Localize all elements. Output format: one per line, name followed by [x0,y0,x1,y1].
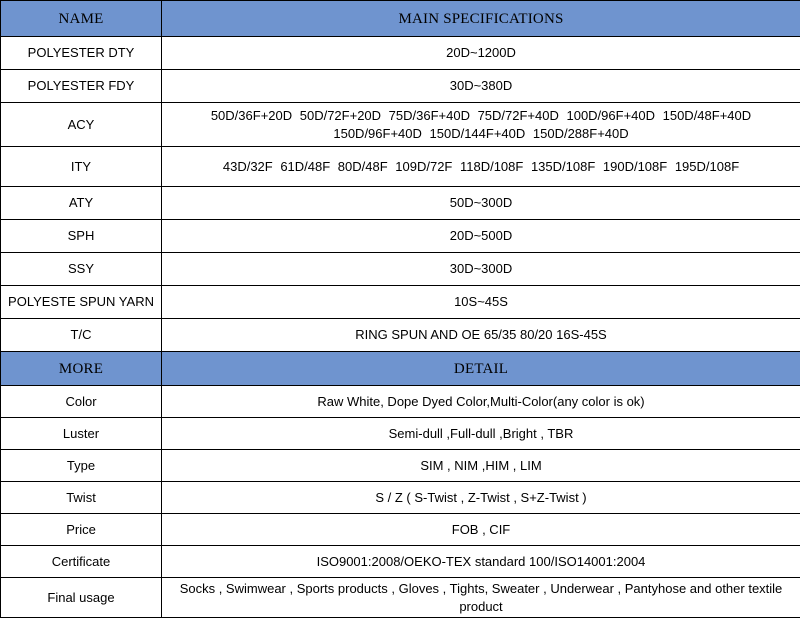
row-value: 20D~500D [162,220,800,253]
table-row [1,482,800,514]
row-name: SPH [1,220,162,253]
row-name: POLYESTE SPUN YARN [1,286,162,319]
row-value: 50D~300D [162,187,800,220]
table-row [1,220,800,253]
table-row [1,578,800,618]
row-name: Price [1,514,162,546]
header-more: MORE [1,352,162,386]
table-row [1,187,800,220]
row-value: 10S~45S [162,286,800,319]
row-name: T/C [1,319,162,352]
header-name: NAME [1,1,162,37]
table-row [1,147,800,187]
header-main-specifications: MAIN SPECIFICATIONS [162,1,800,37]
table-row [1,103,800,147]
row-value: ISO9001:2008/OEKO-TEX standard 100/ISO14001:2004 [162,546,800,578]
table-row [1,386,800,418]
row-value: FOB , CIF [162,514,800,546]
header-detail: DETAIL [162,352,800,386]
table-header [1,1,800,37]
row-value: Socks , Swimwear , Sports products , Gloves , Tights, Sweater , Underwear , Pantyhose and other textile product [162,578,800,618]
row-name: Twist [1,482,162,514]
row-name: ITY [1,147,162,187]
row-value: Semi-dull ,Full-dull ,Bright , TBR [162,418,800,450]
row-name: Color [1,386,162,418]
row-value: RING SPUN AND OE 65/35 80/20 16S-45S [162,319,800,352]
row-name: SSY [1,253,162,286]
row-name: Luster [1,418,162,450]
row-value: S / Z ( S-Twist , Z-Twist , S+Z-Twist ) [162,482,800,514]
table-row [1,253,800,286]
table-row [1,37,800,70]
row-name: Final usage [1,578,162,618]
row-name: POLYESTER DTY [1,37,162,70]
row-value: 30D~380D [162,70,800,103]
table-row [1,514,800,546]
row-value: 43D/32F 61D/48F 80D/48F 109D/72F 118D/108F 135D/108F 190D/108F 195D/108F [162,147,800,187]
table-row [1,70,800,103]
row-value: SIM , NIM ,HIM , LIM [162,450,800,482]
row-name: Type [1,450,162,482]
row-value: 30D~300D [162,253,800,286]
table-row [1,319,800,352]
row-value: 50D/36F+20D 50D/72F+20D 75D/36F+40D 75D/72F+40D 100D/96F+40D 150D/48F+40D 150D/96F+40D 150D/144F+40D 150D/288F+40D [162,103,800,147]
table-row [1,450,800,482]
table-row [1,546,800,578]
row-name: Certificate [1,546,162,578]
row-name: ATY [1,187,162,220]
row-value: Raw White, Dope Dyed Color,Multi-Color(any color is ok) [162,386,800,418]
row-value: 20D~1200D [162,37,800,70]
table-header [1,352,800,386]
table-row [1,418,800,450]
row-name: POLYESTER FDY [1,70,162,103]
table-row [1,286,800,319]
row-name: ACY [1,103,162,147]
